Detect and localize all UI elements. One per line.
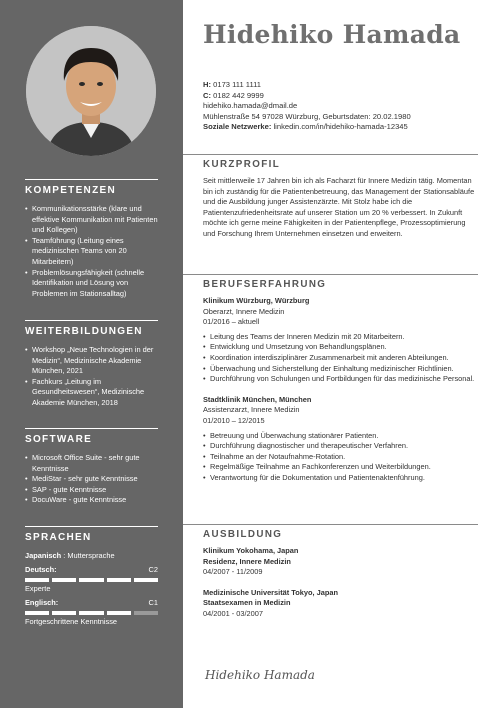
level-segment — [134, 578, 158, 582]
list-item: • MediStar - sehr gute Kenntnisse — [25, 474, 158, 485]
list-item: • Überwachung und Sicherstellung der Einhaltung medizinischer Richtlinien. — [203, 364, 475, 375]
contact-address: Mühlenstraße 54 97028 Würzburg, Geburtsdaten: 20.02.1980 — [203, 111, 411, 121]
list-item: • Leitung des Teams der Inneren Medizin mit 20 Mitarbeitern. — [203, 332, 475, 343]
profile-title: KURZPROFIL — [203, 159, 281, 170]
language-row-english — [25, 598, 158, 608]
native-language-name: Japanisch — [25, 551, 62, 560]
trainings-section — [25, 320, 158, 409]
education-dates: 04/2007 - 11/2009 — [203, 567, 263, 577]
level-segment — [79, 578, 103, 582]
list-item: • Kommunikationsstärke (klare und effektive Kommunikation mit Patienten und Kollegen) — [25, 204, 158, 236]
signature: Hidehiko Hamada — [205, 668, 315, 682]
language-name: Deutsch: — [25, 565, 57, 574]
list-item: • Betreuung und Überwachung stationärer Patienten. — [203, 431, 475, 442]
contact-email: hidehiko.hamada@dmail.de — [203, 101, 298, 111]
list-item: • Fachkurs „Leitung im Gesundheitswesen“, Medizinische Akademie München, 2018 — [25, 377, 158, 409]
job-dates: 01/2016 – aktuell — [203, 317, 260, 327]
contact-value: 0182 442 9999 — [213, 90, 264, 100]
job-duties — [203, 332, 475, 385]
profile-text: Seit mittlerweile 17 Jahren bin ich als Facharzt für Innere Medizin tätig. Momentan bin ich zuständig für die Patientenbetreuung, das Management der Stationsabläufe und die Ausbildung junger Assistenzärzte. Mit Stolz habe ich die Patientenzufriedenheitsrate auf unserer Station um 20 % verbessert. In Zukunft möchte ich gerne meine Fähigkeiten in der Patientenpflege, Prozessoptimierung und Forschung Ihrem Unternehmen einsetzen und erweitern. — [203, 176, 475, 238]
job-duties — [203, 431, 475, 484]
contact-label: Soziale Netzwerke: — [203, 122, 272, 132]
experience-body — [203, 296, 475, 484]
list-item: • Teamführung (Leitung eines medizinischen Teams von 20 Mitarbeitern) — [25, 236, 158, 268]
list-item: • SAP - gute Kenntnisse — [25, 485, 158, 496]
contact-label: H: — [203, 80, 212, 89]
contact-block — [203, 80, 411, 133]
level-segment — [52, 578, 76, 582]
language-level-bar — [25, 611, 158, 615]
list-item: • Regelmäßige Teilnahme an Fachkonferenzen und Weiterbildungen. — [203, 462, 475, 473]
main-content — [183, 0, 500, 708]
portrait-illustration — [26, 26, 156, 156]
section-divider — [183, 524, 478, 525]
profile-section — [183, 154, 478, 240]
language-level-text: Fortgeschrittene Kenntnisse — [25, 617, 118, 626]
experience-title: BERUFSERFAHRUNG — [203, 279, 327, 290]
skills-list — [25, 204, 158, 299]
list-item: • Durchführung diagnostischer und therapeutischer Verfahren. — [203, 441, 475, 452]
list-item: • Teilnahme an der Notaufnahme-Rotation. — [203, 452, 475, 463]
language-code: C1 — [148, 598, 158, 607]
job-organization: Klinikum Würzburg, Würzburg — [203, 296, 310, 305]
native-language — [25, 551, 158, 561]
experience-section — [183, 274, 478, 484]
candidate-name: Hidehiko Hamada — [203, 20, 461, 49]
software-list — [25, 453, 158, 506]
contact-cell-phone — [203, 91, 411, 102]
language-row-german — [25, 565, 158, 575]
education-institution: Medizinische Universität Tokyo, Japan — [203, 587, 338, 597]
level-segment — [107, 578, 131, 582]
list-item: • Workshop „Neue Technologien in der Medizin“, Medizinische Akademie München, 2021 — [25, 345, 158, 377]
native-language-text: : Muttersprache — [61, 551, 115, 560]
job-organization: Stadtklinik München, München — [203, 394, 312, 404]
contact-home-phone — [203, 80, 411, 91]
software-title: SOFTWARE — [25, 428, 158, 445]
profile-photo — [26, 26, 156, 156]
section-divider — [183, 274, 478, 275]
list-item: • Problemlösungsfähigkeit (schnelle Identifikation und Lösung von Problemen im Stationsalltag) — [25, 268, 158, 300]
contact-social — [203, 122, 411, 133]
level-segment — [107, 611, 131, 615]
level-segment — [134, 611, 158, 615]
trainings-list — [25, 345, 158, 409]
skills-title: KOMPETENZEN — [25, 179, 158, 196]
language-level-bar — [25, 578, 158, 582]
job-role: Oberarzt, Innere Medizin — [203, 306, 285, 316]
education-degree: Residenz, Innere Medizin — [203, 556, 291, 566]
list-item: • Microsoft Office Suite - sehr gute Kenntnisse — [25, 453, 158, 474]
languages-section — [25, 526, 158, 627]
list-item: • Verantwortung für die Dokumentation und Patientenaktenführung. — [203, 473, 475, 484]
job-role: Assistenzarzt, Innere Medizin — [203, 405, 300, 415]
language-code: C2 — [148, 565, 158, 574]
list-item: • Entwicklung und Umsetzung von Behandlungsplänen. — [203, 342, 475, 353]
trainings-title: WEITERBILDUNGEN — [25, 320, 158, 337]
education-degree: Staatsexamen in Medizin — [203, 598, 291, 608]
skills-section — [25, 179, 158, 299]
level-segment — [52, 611, 76, 615]
language-level-text: Experte — [25, 584, 51, 593]
language-name: Englisch: — [25, 598, 59, 607]
list-item: • Durchführung von Schulungen und Fortbildungen für das medizinische Personal. — [203, 374, 475, 385]
software-section — [25, 428, 158, 506]
level-segment — [79, 611, 103, 615]
list-item: • DocuWare - gute Kenntnisse — [25, 495, 158, 506]
education-section — [183, 524, 478, 620]
level-segment — [25, 611, 49, 615]
section-divider — [183, 154, 478, 155]
education-dates: 04/2001 - 03/2007 — [203, 608, 263, 618]
list-item: • Koordination interdisziplinärer Zusammenarbeit mit anderen Abteilungen. — [203, 353, 475, 364]
education-institution: Klinikum Yokohama, Japan — [203, 546, 299, 555]
sidebar — [0, 0, 183, 708]
contact-value: linkedin.com/in/hidehiko-hamada-12345 — [273, 122, 408, 132]
job-dates: 01/2010 – 12/2015 — [203, 415, 265, 425]
level-segment — [25, 578, 49, 582]
languages-title: SPRACHEN — [25, 526, 158, 543]
contact-label: C: — [203, 90, 212, 100]
contact-value: 0173 111 1111 — [213, 80, 261, 89]
education-title: AUSBILDUNG — [203, 529, 283, 540]
education-body — [203, 546, 475, 620]
